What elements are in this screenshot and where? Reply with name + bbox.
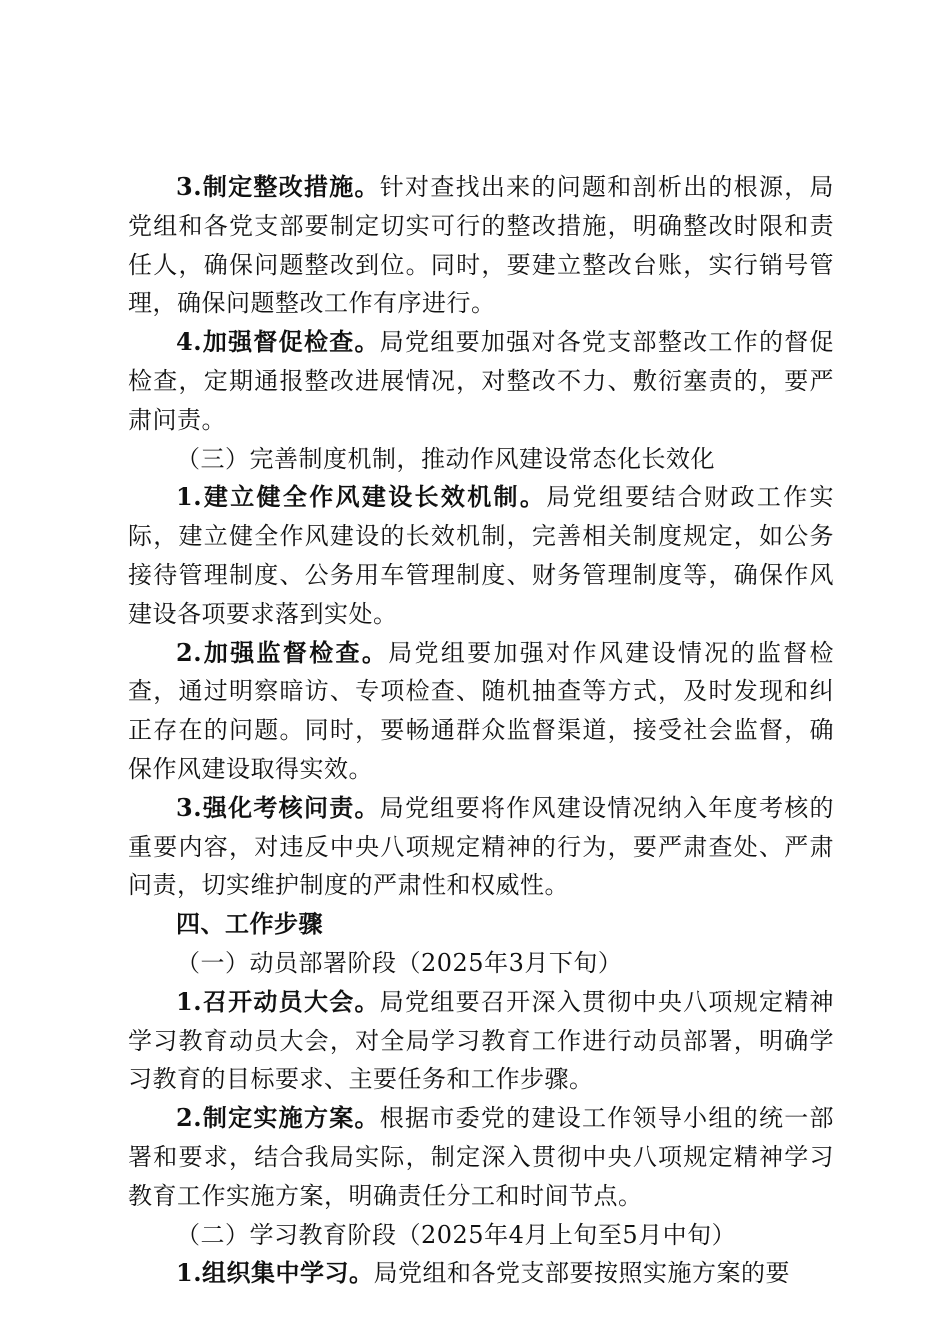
paragraph-long-term-mechanism	[128, 478, 834, 633]
paragraph-text: 局党组要召开深入贯彻中央八项规定精神学习教育动员大会，对全局学习教育工作进行动员部署，明确学习教育的目标要求、主要任务和工作步骤。	[128, 987, 834, 1094]
paragraph-mobilization-meeting	[128, 983, 834, 1099]
paragraph-lead: 2.加强监督检查。	[176, 637, 389, 667]
paragraph-assessment-accountability	[128, 789, 834, 905]
paragraph-lead: 1.建立健全作风建设长效机制。	[176, 482, 547, 512]
paragraph-text: 根据市委党的建设工作领导小组的统一部署和要求，结合我局实际，制定深入贯彻中央八项规定精神学习教育工作实施方案，明确责任分工和时间节点。	[128, 1104, 834, 1210]
paragraph-strengthen-supervision	[128, 634, 834, 789]
paragraph-lead: 1.组织集中学习。	[176, 1258, 374, 1288]
paragraph-text: 局党组要结合财政工作实际，建立健全作风建设的长效机制，完善相关制度规定，如公务接待管理制度、公务用车管理制度、财务管理制度等，确保作风建设各项要求落到实处。	[128, 483, 834, 628]
paragraph-lead: 2.制定实施方案。	[176, 1103, 380, 1133]
paragraph-rectification-measures	[128, 168, 834, 323]
paragraph-lead: 3.制定整改措施。	[176, 172, 380, 201]
part-4-heading: 四、工作步骤	[176, 909, 323, 939]
section-3-heading: （三）完善制度机制，推动作风建设常态化长效化	[176, 444, 715, 473]
stage-1-heading: （一）动员部署阶段（2025年3月下旬）	[176, 948, 623, 977]
paragraph-text: 局党组和各党支部要按照实施方案的要	[373, 1259, 791, 1288]
paragraph-text: 局党组要加强对作风建设情况的监督检查，通过明察暗访、专项检查、随机抽查等方式，及时发现和纠正存在的问题。同时，要畅通群众监督渠道，接受社会监督，确保作风建设取得实效。	[128, 638, 834, 783]
paragraph-supervision-inspection	[128, 323, 834, 439]
paragraph-text: 针对查找出来的问题和剖析出的根源，局党组和各党支部要制定切实可行的整改措施，明确整改时限和责任人，确保问题整改到位。同时，要建立整改台账，实行销号管理，确保问题整改工作有序进行。	[128, 173, 834, 318]
paragraph-lead: 3.强化考核问责。	[176, 792, 380, 822]
paragraph-lead: 4.加强督促检查。	[176, 327, 380, 357]
paragraph-implementation-plan	[128, 1099, 834, 1215]
paragraph-text: 局党组要加强对各党支部整改工作的督促检查，定期通报整改进展情况，对整改不力、敷衍塞责的，要严肃问责。	[128, 328, 834, 434]
paragraph-lead: 1.召开动员大会。	[176, 986, 380, 1016]
paragraph-text: 局党组要将作风建设情况纳入年度考核的重要内容，对违反中央八项规定精神的行为，要严肃查处、严肃问责，切实维护制度的严肃性和权威性。	[128, 793, 834, 900]
stage-2-heading: （二）学习教育阶段（2025年4月上旬至5月中旬）	[176, 1220, 737, 1249]
paragraph-centralized-study	[128, 1254, 834, 1293]
document-body	[128, 168, 834, 1293]
